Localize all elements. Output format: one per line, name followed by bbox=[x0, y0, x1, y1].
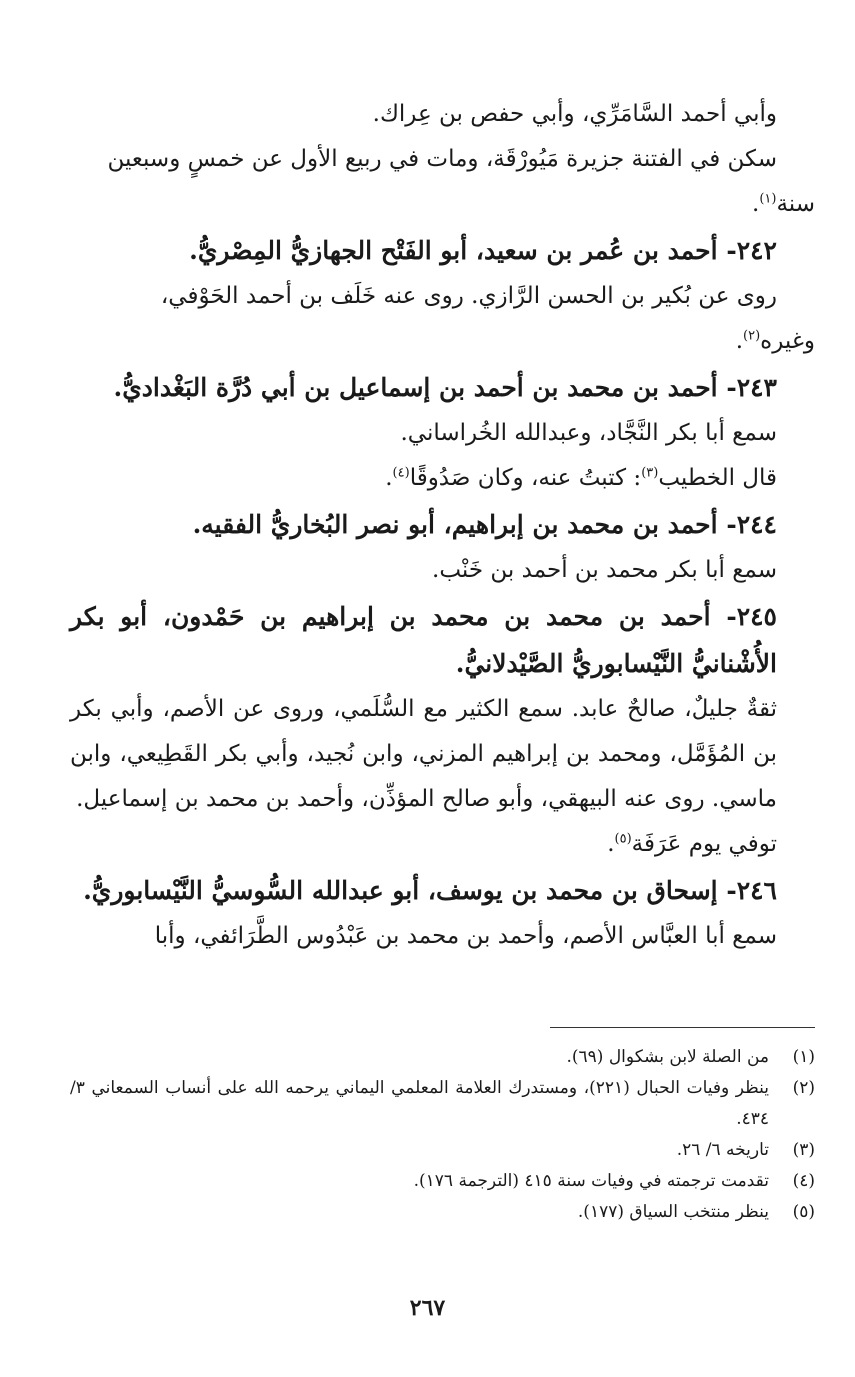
footnote-text: من الصلة لابن بشكوال (٦٩). bbox=[566, 1047, 769, 1067]
entry-title: أحمد بن محمد بن أحمد بن إسماعيل بن أبي دُرَّة البَغْداديُّ. bbox=[113, 373, 718, 402]
footnote-number: (٣) bbox=[792, 1140, 815, 1160]
footnote bbox=[70, 1073, 815, 1135]
footnote bbox=[70, 1166, 815, 1197]
entry-heading-245 bbox=[70, 593, 815, 687]
footnote-number: (١) bbox=[792, 1047, 815, 1067]
text-line: سمع أبا العبَّاس الأصم، وأحمد بن محمد بن عَبْدُوس الطَّرَائفي، وأبا bbox=[154, 923, 777, 949]
footnote-ref[interactable]: (٥) bbox=[614, 831, 632, 847]
footnote-divider bbox=[550, 1027, 815, 1028]
entry-number: ٢٤٢- bbox=[726, 236, 777, 265]
text-span: : كتبتُ عنه، وكان صَدُوقًا bbox=[409, 465, 642, 491]
text-line: وأبي أحمد السَّامَرِّي، وأبي حفص بن عِراك. bbox=[372, 101, 777, 127]
entry-paragraph: ثقةٌ جليلٌ، صالحٌ عابد. سمع الكثير مع السُّلَمي، وروى عن الأصم، وأبي بكر بن المُؤَمَّل، ومحمد بن إبراهيم المزني، وابن نُجيد، وأبي بكر القَطِيعي، وابن ماسي. روى عنه البيهقي، وأبو صالح المؤذِّن، وأحمد بن محمد بن إسماعيل. bbox=[70, 696, 777, 812]
footnote-ref[interactable]: (١) bbox=[759, 191, 777, 207]
text-line bbox=[70, 456, 815, 501]
entry-number: ٢٤٣- bbox=[726, 373, 777, 402]
footnote-number: (٤) bbox=[792, 1171, 815, 1191]
text-span: سنة bbox=[776, 191, 815, 217]
entry-title: أحمد بن محمد بن محمد بن إبراهيم بن حَمْدون، أبو بكر الأُشْنانيُّ النَّيْسابوريُّ الصَّيْدلانيُّ. bbox=[70, 602, 777, 678]
footnote-text: ينظر وفيات الحبال (٢٢١)، ومستدرك العلامة المعلمي اليماني يرحمه الله على أنساب السمعاني ٣/ ٤٣٤. bbox=[70, 1078, 769, 1129]
entry-heading-246 bbox=[70, 867, 815, 914]
text-line: سمع أبا بكر النَّجَّاد، وعبدالله الخُراساني. bbox=[400, 420, 777, 446]
entry-heading-242 bbox=[70, 227, 815, 274]
text-span: قال الخطيب bbox=[658, 465, 777, 491]
text-span: . bbox=[385, 465, 393, 491]
page-body bbox=[70, 92, 815, 959]
text-line: روى عن بُكير بن الحسن الرَّازي. روى عنه خَلَف بن أحمد الحَوْفي، bbox=[160, 283, 777, 309]
entry-heading-243 bbox=[70, 364, 815, 411]
entry-title: إسحاق بن محمد بن يوسف، أبو عبدالله السُّوسيُّ النَّيْسابوريُّ. bbox=[83, 876, 718, 905]
footnote bbox=[70, 1197, 815, 1228]
text-span: . bbox=[735, 328, 744, 354]
footnote-text: ينظر منتخب السياق (١٧٧). bbox=[577, 1202, 769, 1222]
text-span: توفي يوم عَرَفَة bbox=[631, 831, 777, 857]
text-span: . bbox=[752, 191, 760, 217]
entry-number: ٢٤٦- bbox=[726, 876, 777, 905]
entry-number: ٢٤٥- bbox=[726, 602, 777, 631]
entry-title: أحمد بن محمد بن إبراهيم، أبو نصر البُخاريُّ الفقيه. bbox=[192, 510, 718, 539]
entry-title: أحمد بن عُمر بن سعيد، أبو الفَتْح الجهازيُّ المِصْريُّ. bbox=[189, 236, 718, 265]
footnote-ref[interactable]: (٣) bbox=[641, 465, 659, 481]
footnote-number: (٥) bbox=[792, 1202, 815, 1222]
entry-heading-244 bbox=[70, 501, 815, 548]
footnote-text: تاريخه ٦/ ٢٦. bbox=[676, 1140, 769, 1160]
text-line bbox=[70, 182, 815, 227]
footnote-ref[interactable]: (٤) bbox=[392, 465, 410, 481]
text-line: سمع أبا بكر محمد بن أحمد بن خَنْب. bbox=[432, 557, 777, 583]
text-span: . bbox=[607, 831, 615, 857]
text-span: وغيره bbox=[760, 328, 815, 354]
text-line: سكن في الفتنة جزيرة مَيُورْقَة، ومات في ربيع الأول عن خمسٍ وسبعين bbox=[107, 146, 777, 172]
footnote bbox=[70, 1042, 815, 1073]
entry-number: ٢٤٤- bbox=[726, 510, 777, 539]
footnote-number: (٢) bbox=[792, 1078, 815, 1098]
text-line bbox=[70, 319, 815, 364]
footnote-text: تقدمت ترجمته في وفيات سنة ٤١٥ (الترجمة ١٧٦). bbox=[413, 1171, 769, 1191]
footnote bbox=[70, 1135, 815, 1166]
footnote-ref[interactable]: (٢) bbox=[743, 328, 761, 344]
page-number: ٢٦٧ bbox=[409, 1295, 446, 1321]
text-line bbox=[70, 822, 815, 867]
footnotes bbox=[70, 1042, 815, 1228]
